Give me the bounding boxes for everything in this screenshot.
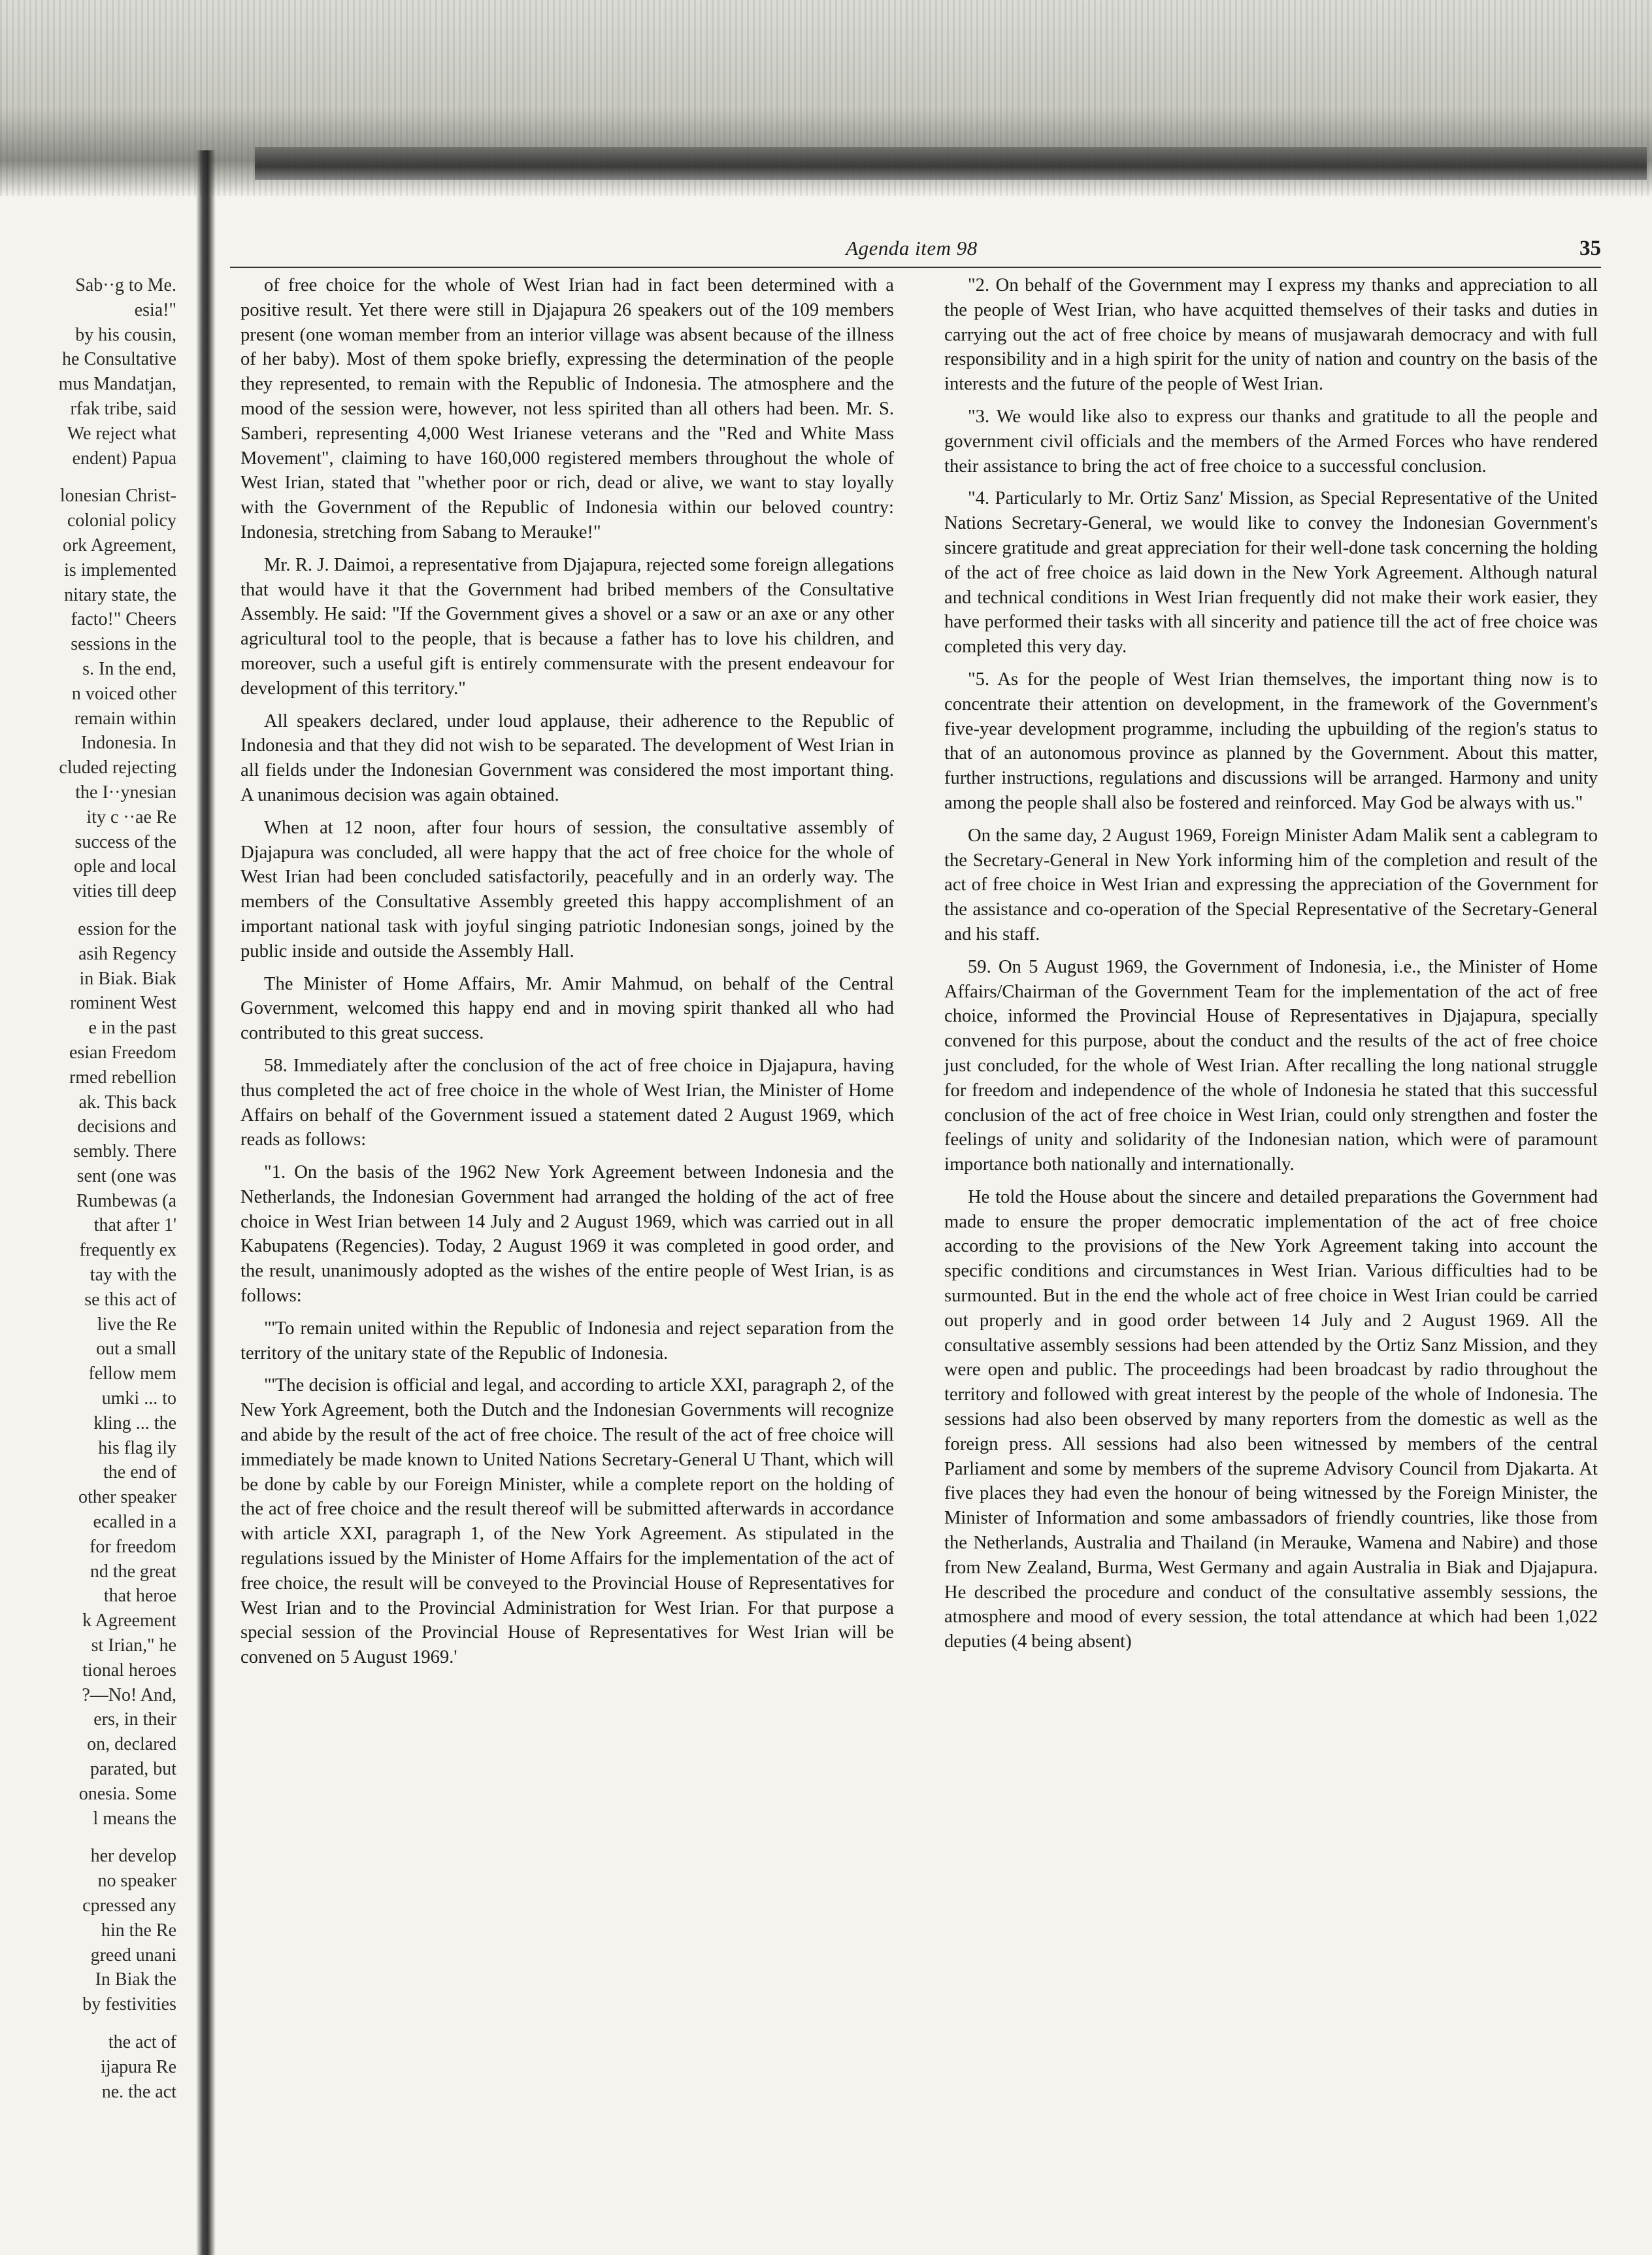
paragraph: He told the House about the sincere and detailed preparations the Government had made to ensure the proper democratic implementation of the act of free choice according to the provisions of the New York Agreement taking into account the specific conditions and circumstances in West Irian. Various difficulties had to be surmounted. But in the end the whole act of free choice in West Irian could be carried out properly and in good order between 14 July and 2 August 1969. All the consultative assembly sessions had been attended by the Ortiz Sanz Mission, and they were open and public. The proceedings had been broadcast by radio throughout the territory and followed with great interest by the people of the whole of Indonesia. The sessions had also been observed by many reporters from the domestic as well as the foreign press. All sessions had also been witnessed by members of the central Parliament and some by members of the supreme Advisory Council from Djakarta. At five places they had even the honour of being witnessed by the Foreign Minister, the Minister of Information and some ambassadors of friendly countries, like those from the Netherlands, Australia and Thailand (in Merauke, Wamena and Nabire) and those from New Zealand, Burma, West Germany and again Australia in Biak and Djajapura. He described the procedure and conduct of the consultative assembly sessions, the atmosphere and mood of every session, the total attendance at which had been 1,022 deputies (4 being absent) xyxy=(944,1186,1598,1652)
fragment-gap xyxy=(0,2017,176,2030)
fragment-line: Sab··g to Me. xyxy=(75,275,176,295)
fragment-line: k Agreement xyxy=(82,1611,176,1631)
statement-point-3: "3. We would like also to express our thanks and gratitude to all the people and government civil officials and the members of the Armed Forces who have rendered their assistance to bring the act of free choice to a successful conclusion. xyxy=(944,406,1598,476)
fragment-line: out a small xyxy=(96,1339,176,1360)
right-column xyxy=(944,273,1598,1662)
fragment-line: se this act of xyxy=(84,1289,176,1310)
statement-point-5: "5. As for the people of West Irian themselves, the important thing now is to concentrate their attention on development, in the framework of the Government's five-year development programme, including the upbuilding of the region's status to that of an autonomous province as planned by the Government. About this matter, further instructions, regulations and discussions will be arranged. Harmony and unity among the people shall also be fostered and reinforced. May God be always with us." xyxy=(944,669,1598,813)
fragment-line: her develop xyxy=(90,1846,176,1867)
page-gutter-shadow xyxy=(196,150,216,2255)
fragment-line: colonial policy xyxy=(67,510,176,531)
fragment-line: the end of xyxy=(103,1462,176,1483)
running-header xyxy=(222,237,1601,269)
scan-top-band xyxy=(0,0,1652,196)
fragment-line: other speaker xyxy=(78,1487,176,1508)
paragraph: On the same day, 2 August 1969, Foreign Minister Adam Malik sent a cablegram to the Secretary-General in New York informing him of the completion and result of the act of free choice in West Irian and expressing the appreciation of the Government for the assistance and co-operation of the Special Representative of the Secretary-General and his staff. xyxy=(944,825,1598,944)
fragment-line: by his cousin, xyxy=(75,324,176,345)
fragment-line: ijapura Re xyxy=(101,2056,176,2077)
paragraph-58: 58. Immediately after the conclusion of the act of free choice in Djajapura, having thus completed the act of free choice in the whole of West Irian, the Minister of Home Affairs on behalf of the Government issued a statement dated 2 August 1969, which reads as follows: xyxy=(240,1055,894,1150)
fragment-line: Rumbewas (a xyxy=(76,1190,176,1211)
statement-decision-quote: "'To remain united within the Republic of Indonesia and reject separation from the territory of the unitary state of the Republic of Indonesia. xyxy=(240,1318,894,1363)
running-title: Agenda item 98 xyxy=(846,237,978,259)
paragraph-59: 59. On 5 August 1969, the Government of Indonesia, i.e., the Minister of Home Affairs/Chairman of the Government Team for the implementation of the act of free choice, informed the Provincial House of Representatives in Djajapura, specially convened for this purpose, about the conduct and the results of the act of free choice just concluded, for the whole of West Irian. After recalling the long national struggle for freedom and independence of the whole of Indonesia he stated that this successful conclusion of the act of free choice in West Irian, could only strengthen and foster the feelings of unity and solidarity of the Indonesian nation, which were of paramount importance both nationally and internationally. xyxy=(944,956,1598,1175)
fragment-line: success of the xyxy=(74,831,176,852)
fragment-line: rmed rebellion xyxy=(69,1067,176,1088)
paragraph: The Minister of Home Affairs, Mr. Amir Mahmud, on behalf of the Central Government, welcomed this happy end and in moving spirit thanked all who had contributed to this great success. xyxy=(240,973,894,1044)
statement-point-2: "2. On behalf of the Government may I express my thanks and appreciation to all the people of West Irian, who have acquitted themselves of their tasks and duties in carrying out the act of free choice by means of musjawarah democracy and with full responsibility and in a high spirit for the unity of nation and country on the basis of the interests and the future of the people of West Irian. xyxy=(944,275,1598,395)
page-number: 35 xyxy=(1579,237,1601,260)
fragment-line: lonesian Christ- xyxy=(59,486,176,507)
paragraph: All speakers declared, under loud applause, their adherence to the Republic of Indonesia and that they did not wish to be separated. The development of West Irian in all fields under the Indonesian Government was considered the most important thing. A unanimous decision was again obtained. xyxy=(240,710,894,805)
fragment-line: st Irian," he xyxy=(91,1635,176,1656)
fragment-line: l means the xyxy=(93,1808,176,1829)
fragment-line: nitary state, the xyxy=(64,584,176,605)
fragment-line: the act of xyxy=(108,2031,176,2052)
fragment-line: onesia. Some xyxy=(78,1783,176,1804)
fragment-line: ak. This back xyxy=(78,1092,176,1112)
fragment-line: In Biak the xyxy=(95,1969,176,1990)
fragment-line: ?—No! And, xyxy=(82,1684,176,1705)
fragment-line: decisions and xyxy=(77,1116,176,1137)
fragment-line: no speaker xyxy=(97,1871,176,1892)
fragment-line: facto!" Cheers xyxy=(71,609,176,630)
statement-point-4: "4. Particularly to Mr. Ortiz Sanz' Mission, as Special Representative of the United Nations Secretary-General, we would like to convey the Indonesian Government's sincere gratitude and great appreciation for their well-done task concerning the holding of the act of free choice as laid down in the New York Agreement. Although natural and technical conditions in West Irian frequently did not make their work easier, they have performed their tasks with all sincerity and patience till the act of free choice was completed this very day. xyxy=(944,488,1598,658)
fragment-line: remain within xyxy=(74,708,176,729)
fragment-line: endent) Papua xyxy=(72,448,176,469)
fragment-line: cluded rejecting xyxy=(59,758,176,778)
fragment-line: by festivities xyxy=(82,1994,176,2015)
paragraph: of free choice for the whole of West Irian had in fact been determined with a positive result. Yet there were still in Djajapura 26 speakers out of the 109 members present (one woman member from an interior village was absent because of the illness of her baby). Most of them spoke briefly, expressing the determination of the people they represented, to remain with the Republic of Indonesia. The atmosphere and the mood of the session were, however, not less spirited than all others had been. Mr. S. Samberi, representing 4,000 West Irianese veterans and the "Red and White Mass Movement", claiming to have 160,000 registered members throughout the whole of West Irian, stated that "whether poor or rich, dead or alive, we want to stay loyally with the Government of the Republic of Indonesia within our beloved country: Indonesia, stretching from Sabang to Merauke!" xyxy=(240,275,894,543)
fragment-line: live the Re xyxy=(97,1314,176,1335)
fragment-line: ork Agreement, xyxy=(62,535,176,556)
fragment-line: greed unani xyxy=(90,1945,176,1965)
header-rule xyxy=(230,267,1601,268)
paragraph: Mr. R. J. Daimoi, a representative from Djajapura, rejected some foreign allegations that would have it that the Government had bribed members of the Consultative Assembly. He said: "If the Government gives a shovel or a saw or an axe or any other agricultural tool to the people, that is because a father has to love his children, and moreover, such a useful gift is entirely commensurate with the present endeavour for development of this territory." xyxy=(240,554,894,699)
fragment-line: umki ... to xyxy=(101,1388,176,1409)
fragment-line: he Consultative xyxy=(62,349,176,370)
fragment-line: for freedom xyxy=(90,1536,176,1557)
fragment-line: tay with the xyxy=(90,1265,176,1286)
scan-binding-shadow xyxy=(255,147,1647,180)
fragment-line: vities till deep xyxy=(73,881,176,902)
fragment-line: that after 1' xyxy=(93,1215,176,1236)
fragment-line: ity c ··ae Re xyxy=(86,807,176,827)
fragment-gap xyxy=(0,1831,176,1844)
fragment-line: ession for the xyxy=(78,918,176,939)
paragraph: When at 12 noon, after four hours of session, the consultative assembly of Djajapura was concluded, all were happy that the act of free choice for the whole of West Irian had been concluded satisfactorily, peacefully and in an orderly way. The members of the Consultative Assembly greeted this happy accomplishment of an important national task with joyful singing patriotic Indonesian songs, joined by the public inside and outside the Assembly Hall. xyxy=(240,817,894,961)
fragment-line: We reject what xyxy=(67,423,176,444)
fragment-line: sent (one was xyxy=(76,1165,176,1186)
fragment-line: rominent West xyxy=(70,993,176,1014)
fragment-line: is implemented xyxy=(64,560,176,580)
fragment-line: sessions in the xyxy=(71,634,176,655)
fragment-line: tional heroes xyxy=(82,1660,176,1680)
fragment-line: mus Mandatjan, xyxy=(58,374,176,395)
fragment-line: kling ... the xyxy=(93,1412,176,1433)
fragment-line: esia!" xyxy=(134,299,176,320)
statement-legal-quote: "'The decision is official and legal, and according to article XXI, paragraph 2, of the New York Agreement, both the Dutch and the Indonesian Governments will recognize and abide by the result of the act of free choice. The result of the act of free choice will immediately be made known to United Nations Secretary-General U Thant, which will be done by cable by our Foreign Minister, while a complete report on the holding of the act of free choice and the result thereof will be submitted afterwards in accordance with article XXI, paragraph 1, of the New York Agreement. As stipulated in the regulations issued by the Minister of Home Affairs for the implementation of the act of free choice, the result will be conveyed to the Provincial House of Representatives for West Irian and to the Provincial Administration for West Irian. For that purpose a special session of the Provincial House of Representatives for West Irian will be convened on 5 August 1969.' xyxy=(240,1375,894,1668)
adjacent-page-fragment xyxy=(0,273,176,2104)
statement-point-1: "1. On the basis of the 1962 New York Agreement between Indonesia and the Netherlands, the Indonesian Government had arranged the holding of the act of free choice in West Irian between 14 July and 2 August 1969, which was carried out in all Kabupatens (Regencies). Today, 2 August 1969 it was completed in good order, and the result, unanimously adopted as the wishes of the entire people of West Irian, is as follows: xyxy=(240,1162,894,1307)
fragment-line: n voiced other xyxy=(71,683,176,704)
fragment-line: e in the past xyxy=(88,1018,176,1039)
fragment-line: cpressed any xyxy=(82,1896,176,1916)
fragment-line: that heroe xyxy=(103,1586,176,1607)
fragment-line: Indonesia. In xyxy=(80,733,176,754)
fragment-line: hin the Re xyxy=(101,1920,176,1941)
fragment-gap xyxy=(0,471,176,484)
fragment-line: his flag ily xyxy=(98,1437,176,1458)
fragment-line: in Biak. Biak xyxy=(79,968,176,989)
fragment-line: parated, but xyxy=(90,1759,176,1780)
fragment-line: ne. the act xyxy=(101,2081,176,2102)
fragment-line: asih Regency xyxy=(78,943,176,964)
fragment-line: fellow mem xyxy=(88,1363,176,1384)
fragment-line: esian Freedom xyxy=(69,1042,176,1063)
fragment-line: ers, in their xyxy=(93,1709,176,1730)
fragment-line: ecalled in a xyxy=(93,1512,176,1533)
fragment-line: the I··ynesian xyxy=(75,782,176,803)
fragment-line: ople and local xyxy=(73,856,176,877)
fragment-line: frequently ex xyxy=(79,1240,176,1261)
fragment-line: on, declared xyxy=(87,1734,176,1755)
fragment-line: sembly. There xyxy=(73,1141,176,1162)
middle-column xyxy=(240,273,894,1678)
fragment-line: rfak tribe, said xyxy=(70,398,176,419)
fragment-gap xyxy=(0,904,176,917)
fragment-line: s. In the end, xyxy=(82,658,176,679)
fragment-line: nd the great xyxy=(90,1561,176,1582)
